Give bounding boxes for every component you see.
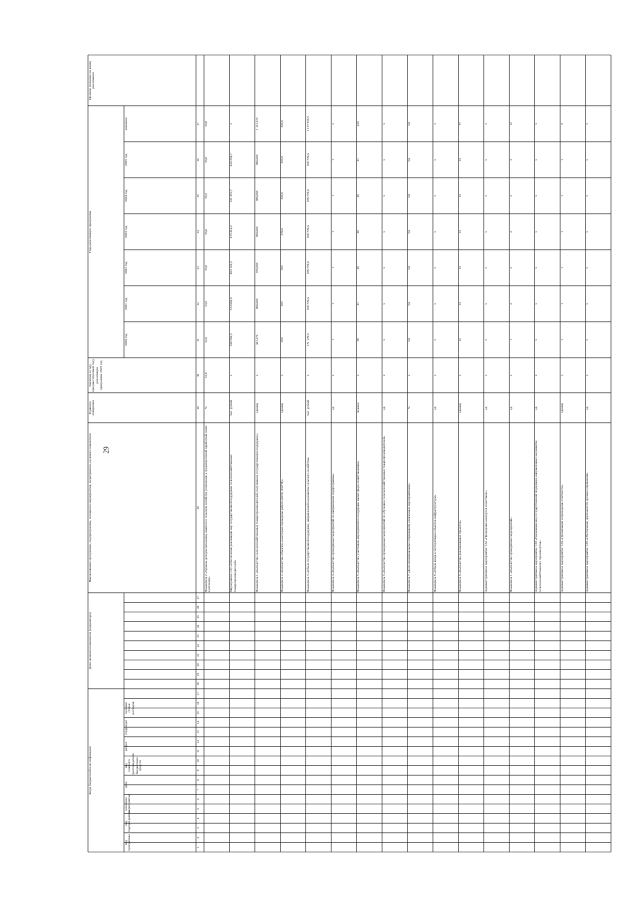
row-year-value: х (483, 159, 488, 161)
row-year-value: х (534, 303, 539, 305)
row-year-value: 56,5 (203, 193, 208, 199)
row-year-value: х (432, 123, 437, 125)
row-year-value: 374 902,0 (229, 297, 234, 311)
row-year-value: 415 414,2 (229, 225, 234, 239)
row-name: Показатель 3 «Объем государственной поддержки, направленной на развитие сельского хозяйства» (305, 457, 310, 592)
row-year-value: х (381, 303, 386, 305)
row-year-value: 363,0 (280, 192, 285, 200)
row-year-value: 2 (509, 231, 514, 233)
row-year-value: 1 (330, 339, 335, 341)
column-number: 6 (195, 798, 200, 800)
row-year-value: 13 (458, 158, 463, 162)
column-number: 33 (195, 266, 200, 270)
row-year-value: х (534, 195, 539, 197)
row-year-value: 6 (559, 123, 564, 125)
row-year-value: 1 111,172 (254, 117, 259, 131)
row-year-value: 1 (330, 195, 335, 197)
row-base-value: х (229, 374, 234, 377)
row-name: Административное мероприятие 1.05 «Обеспечение деятельности органов управления» (585, 472, 590, 592)
row-year-value: 189 779,0 (305, 297, 310, 311)
row-year-value: х (381, 267, 386, 269)
row-year-value: 56,8 (203, 157, 208, 163)
column-number: 2 (195, 836, 200, 839)
row-year-value: 56,0 (203, 229, 208, 235)
row-year-value: х (585, 195, 590, 197)
row-year-value: 12 (509, 122, 514, 126)
row-year-value: х (483, 195, 488, 197)
column-number: 16 (195, 701, 200, 705)
column-number: 15 (195, 711, 200, 715)
row-year-value: х (534, 267, 539, 269)
column-number: 3 (195, 827, 200, 829)
row-year-value: х (381, 159, 386, 161)
row-name: Показатель 2 «Уровень доходов населения, занятого в сельском хозяйстве (отношение к среднемесячной заработной плате в регионе)» (203, 425, 212, 592)
row-year-value: 53,6 (203, 301, 208, 307)
column-number: 7 (195, 788, 200, 791)
row-year-value: х (432, 159, 437, 161)
row-year-value: 1 (559, 267, 564, 269)
row-year-value: 5,0 (407, 229, 412, 234)
row-unit: ед. (330, 405, 335, 410)
row-year-value: 340 502,5 (229, 333, 234, 347)
row-year-value: х (381, 231, 386, 233)
row-year-value: 1 177 655,5 (305, 116, 310, 132)
row-year-value: х (381, 123, 386, 125)
row-year-value: 5,0 (407, 157, 412, 162)
row-unit: % (407, 406, 412, 410)
row-year-value: 420 354,7 (229, 153, 234, 167)
row-year-value: 365 (280, 265, 285, 271)
row-base-value: х (381, 374, 386, 377)
row-year-value: 189 779,0 (305, 261, 310, 275)
row-year-value: 56,8 (203, 121, 208, 127)
row-unit: ед. (381, 405, 386, 410)
year-header-y2021: 2021 год (123, 297, 128, 310)
row-year-value: 40 (356, 194, 361, 198)
row-year-value: х (483, 339, 488, 341)
side-header-admin_code: код главного распорядителя бюджетных средств (123, 753, 143, 775)
row-year-value: 360 (280, 337, 285, 343)
column-number: 19 (195, 672, 200, 676)
row-year-value: 77 (458, 122, 463, 126)
row-year-value: 1 (330, 303, 335, 305)
final-value-header: Целевое значение на конец реализации (87, 60, 96, 100)
row-year-value: х (585, 303, 590, 305)
row-unit: единиц (559, 402, 564, 413)
row-base-value: х (509, 374, 514, 377)
row-year-value: 55,0 (203, 265, 208, 271)
row-year-value: 363,0 (280, 156, 285, 164)
row-year-value: х (585, 159, 590, 161)
row-year-value: 226 (356, 121, 361, 127)
row-year-value: 13 (458, 194, 463, 198)
row-year-value: 40 (356, 230, 361, 234)
row-year-value: 3 (509, 159, 514, 161)
year-header-y2020: 2020 год (123, 333, 128, 346)
row-year-value: 40 (356, 266, 361, 270)
year-header-y2025: 2025 год (123, 153, 128, 166)
row-year-value: 52,0 (203, 337, 208, 343)
column-number: 10 (195, 759, 200, 763)
row-year-value: 2 (509, 267, 514, 269)
row-base-value: х (356, 374, 361, 377)
row-year-value: 189 779,0 (305, 189, 310, 203)
row-name: Показатель 4 «Количество проведённых мероприятий по направлению подпрограммы» (330, 473, 335, 592)
row-name: Показатель 1 «Количество сельскохозяйственных товаропроизводителей, получивших государственную поддержку» (254, 433, 259, 592)
row-year-value: х (432, 339, 437, 341)
row-unit: единиц (458, 402, 463, 413)
row-year-value: х (483, 267, 488, 269)
row-year-value: 363,0 (280, 120, 285, 128)
row-base-value: 51,8 (203, 372, 208, 379)
row-year-value: 38 (356, 338, 361, 342)
row-year-value: 12 (458, 338, 463, 342)
side-header-main_event: основное мероприятие (123, 794, 132, 813)
row-base-value: х (559, 374, 564, 377)
row-year-value: 189 779,0 (305, 153, 310, 167)
row-year-value: 13 (458, 302, 463, 306)
row-year-value: 5,0 (407, 265, 412, 270)
column-number: 13 (195, 730, 200, 734)
row-unit: тыс. рублей (229, 399, 234, 416)
column-number: 34 (195, 230, 200, 234)
column-number: 1 (195, 846, 200, 848)
row-year-value: 5,0 (407, 301, 412, 306)
row-year-value: 990,000 (254, 154, 259, 165)
row-year-value: х (381, 195, 386, 197)
row-year-value: х (432, 303, 437, 305)
row-year-value: х (483, 123, 488, 125)
column-number: 24 (195, 624, 200, 628)
column-number: 36 (195, 158, 200, 162)
row-year-value: 5,0 (407, 121, 412, 126)
side-header-goal: цель (123, 781, 128, 789)
base-year-header: Значение в году, предшествующем году реализации программы 2019 год (87, 358, 103, 392)
rotated-table-sheet (88, 55, 611, 852)
row-year-value: 1 (559, 339, 564, 341)
page-number: 29 (102, 446, 111, 454)
row-year-value: 41 (356, 302, 361, 306)
column-number: 17 (195, 692, 200, 696)
column-number: 11 (195, 749, 200, 753)
row-year-value: х (432, 231, 437, 233)
row-year-value: х (534, 123, 539, 125)
column-number: 14 (195, 720, 200, 724)
program-years-header: Годы реализации программы (87, 210, 92, 253)
column-number: 25 (195, 615, 200, 619)
column-number: 31 (195, 338, 200, 342)
row-base-value: х (280, 374, 285, 377)
row-year-value: 411 451,7 (229, 189, 234, 203)
row-year-value: 2 (509, 195, 514, 197)
row-year-value: 41 (356, 158, 361, 162)
row-base-value: х (254, 374, 259, 377)
row-year-value: 960,000 (254, 226, 259, 237)
row-name: Показатель 8 «Объем ввода в эксплуатацию объектов инфраструктуры» (432, 494, 437, 592)
column-number: 12 (195, 740, 200, 744)
column-number: 28 (195, 506, 200, 510)
unit-column-header: Единица измерения (87, 400, 96, 416)
row-year-value: 365 (280, 301, 285, 307)
side-header-subprogram_code: код подпрограммы (123, 810, 132, 832)
row-year-value: 403 122,3 (229, 261, 234, 275)
row-base-value: х (458, 374, 463, 377)
year-header-y2024: 2024 год (123, 189, 128, 202)
row-year-value: х (585, 339, 590, 341)
row-base-value: х (305, 374, 310, 377)
row-year-value: 970,000 (254, 262, 259, 273)
column-number: 18 (195, 682, 200, 686)
column-number: 9 (195, 769, 200, 772)
target-indicators-header: Доля целевого показателя (индикатора) (87, 612, 92, 670)
row-year-value: 370,0 (280, 228, 285, 236)
row-year-value: х (585, 231, 590, 233)
row-year-value: х (229, 123, 234, 125)
row-unit: ед. (509, 405, 514, 410)
row-year-value: х (534, 159, 539, 161)
column-number: 22 (195, 644, 200, 648)
column-number: 35 (195, 194, 200, 198)
row-year-value: 13 (458, 266, 463, 270)
row-name: Показатель 6 «Количество проведенных мероприятий по обучению сельскохозяйственных товаропроизводителей» (381, 435, 386, 592)
row-year-value: х (381, 339, 386, 341)
row-year-value: 5,0 (407, 193, 412, 198)
row-year-value: х (534, 231, 539, 233)
row-unit: % (203, 406, 208, 410)
row-name: Административное мероприятие 1.04 «Организация и проведение отчётности» (559, 484, 564, 592)
row-name: Показатель 5 «Количество участников мероприятий по поддержке малых форм хозяйствования» (356, 460, 361, 592)
side-header-program_code: код программы (123, 834, 132, 851)
row-base-value: х (585, 374, 590, 377)
row-year-value: х (534, 339, 539, 341)
column-number: 23 (195, 634, 200, 638)
column-number: 26 (195, 605, 200, 609)
column-number: 20 (195, 663, 200, 667)
row-year-value: х (585, 123, 590, 125)
row-name: Показатель 7 «Доля муниципальных образований, охваченных мероприятиями» (407, 483, 412, 592)
row-base-value: х (330, 374, 335, 377)
column-number: 5 (195, 808, 200, 810)
row-base-value: х (407, 374, 412, 377)
year-header-y2023: 2023 год (123, 225, 128, 238)
row-name: Административное мероприятие 1.02 «Проведение конкурсов и выставок» (483, 490, 488, 592)
row-year-value: 1 (559, 231, 564, 233)
row-year-value: 13 (458, 230, 463, 234)
side-header-target_article: целевая статья расходов (123, 701, 135, 715)
row-year-value: х (330, 123, 335, 125)
table (88, 55, 611, 852)
row-year-value: 5,0 (407, 337, 412, 342)
column-number: 27 (195, 596, 200, 600)
row-base-value: х (432, 374, 437, 377)
column-number: 29 (195, 406, 200, 410)
final-subheader: значение (123, 117, 128, 131)
row-unit: единиц (254, 402, 259, 413)
row-unit: ед. (534, 405, 539, 410)
row-base-value: х (534, 374, 539, 377)
row-year-value: х (585, 267, 590, 269)
row-unit: человек (356, 402, 361, 414)
row-unit: тыс. рублей (305, 399, 310, 416)
row-name: Показатель 1 «Количество проведённых мероприятий» (509, 517, 514, 592)
row-year-value: 1 (559, 159, 564, 161)
row-year-value: 1 (330, 159, 335, 161)
row-base-value: х (483, 374, 488, 377)
name-column-header: Наименование программы, подпрограммы, основного мероприятия, мероприятия, целевого показателя (87, 433, 92, 583)
row-year-value: 441,172 (254, 334, 259, 345)
row-unit: ед. (432, 405, 437, 410)
row-year-value: 1 (509, 339, 514, 341)
row-year-value: 1 (330, 267, 335, 269)
column-number: 8 (195, 779, 200, 781)
side-header-section: раздел (123, 741, 128, 752)
year-header-y2022: 2022 год (123, 261, 128, 274)
row-year-value: х (483, 231, 488, 233)
row-year-value: 1 (559, 195, 564, 197)
row-year-value: 900,000 (254, 298, 259, 309)
column-number: 37 (195, 122, 200, 126)
row-year-value: 1 (559, 303, 564, 305)
row-year-value: х (432, 195, 437, 197)
row-name: Показатель 9 «Количество реализованных проектов» (458, 520, 463, 592)
row-year-value: 2 (509, 303, 514, 305)
column-number: 21 (195, 653, 200, 657)
row-unit: ед. (585, 405, 590, 410)
column-number: 32 (195, 302, 200, 306)
row-year-value: 189 779,0 (305, 225, 310, 239)
row-year-value: х (432, 267, 437, 269)
row-unit: ед. (483, 405, 488, 410)
column-number: 4 (195, 817, 200, 820)
row-year-value: х (483, 303, 488, 305)
row-year-value: 171 179,5 (305, 333, 310, 347)
side-header-subsection: подраздел (123, 719, 128, 735)
row-name: Мероприятие 1.01 «Обеспечение реализации мер государственной поддержки сельскохозяйственных товаропроизводителей» (229, 454, 237, 592)
row-name: Показатель 2 «Количество объектов, на которых проведены работы (КРФ, ФОГП)» (280, 479, 285, 592)
budget-classification-header: Коды бюджетной классификации (87, 746, 92, 795)
row-name: Административное мероприятие 1.03 «Реализация мер государственной поддержки, направленных на развитие сельскохозяйственного производства» (534, 440, 543, 592)
column-number: 30 (195, 373, 200, 377)
row-unit: единиц (280, 402, 285, 413)
row-year-value: 1 (330, 231, 335, 233)
row-year-value: 980,000 (254, 190, 259, 201)
